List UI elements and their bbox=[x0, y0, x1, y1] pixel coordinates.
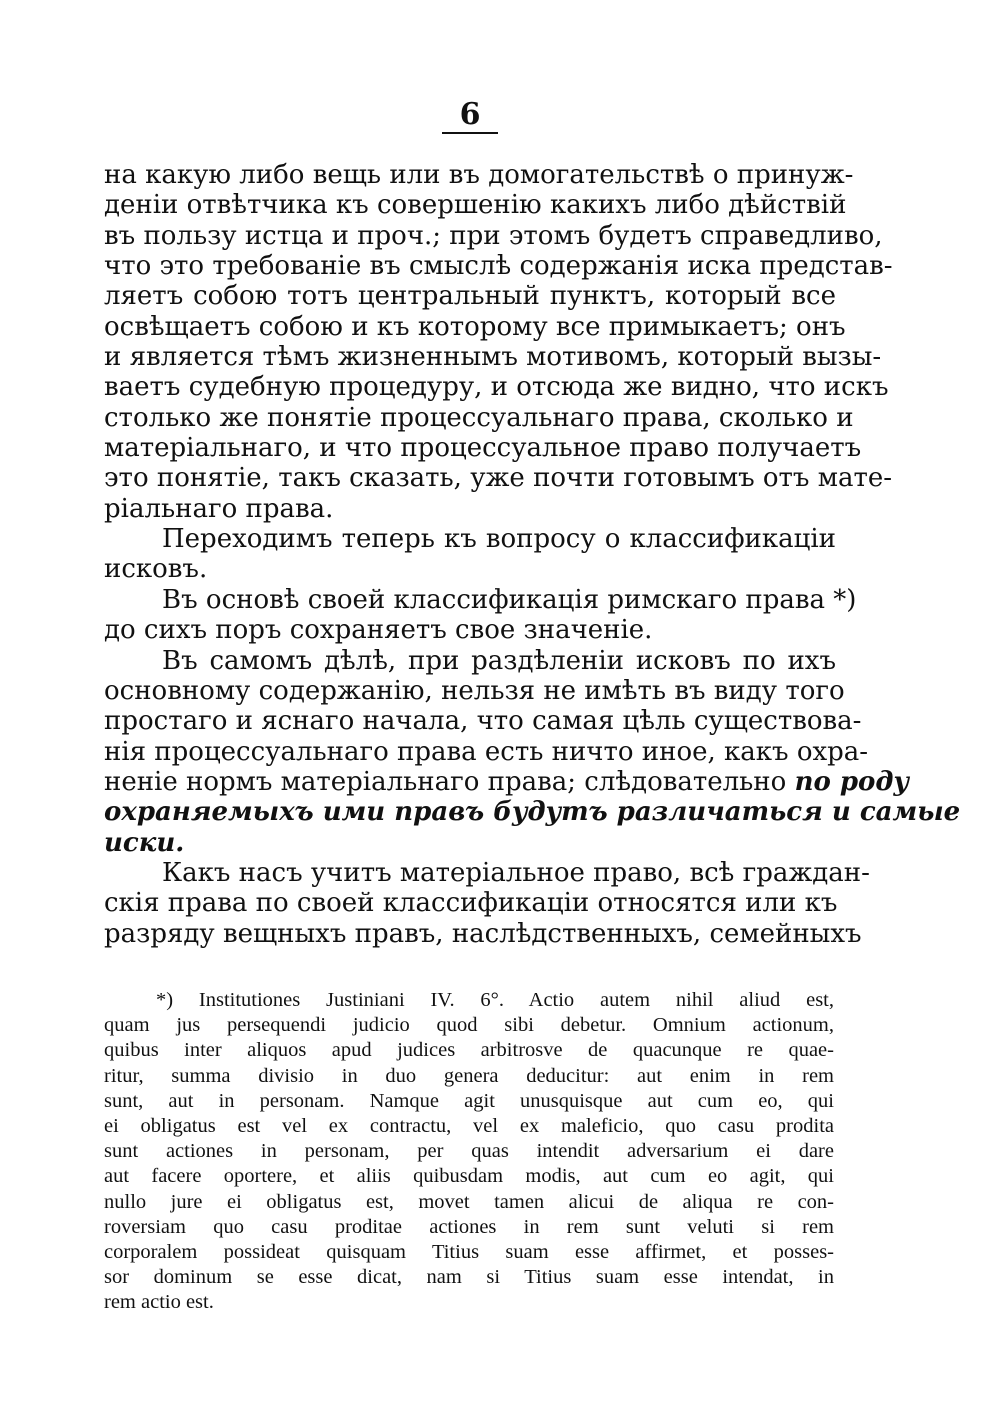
footnote-line: corporalem possideat quisquam Titius suam esse affirmet, et posses- bbox=[104, 1240, 834, 1263]
text-line: что это требованіе въ смыслѣ содержанія иска представ- bbox=[104, 251, 893, 282]
footnote bbox=[104, 988, 834, 1315]
paragraph-start: Какъ насъ учитъ матеріальное право, всѣ граждан- bbox=[162, 857, 870, 888]
text-line: и является тѣмъ жизненнымъ мотивомъ, который вызы- bbox=[104, 342, 882, 373]
page-number-rule bbox=[442, 132, 498, 134]
text-line: столько же понятіе процессуальнаго права, сколько и bbox=[104, 402, 854, 433]
text-line: деніи отвѣтчика къ совершенію какихъ либо дѣйствій bbox=[104, 190, 847, 221]
footnote-line: sunt actiones in personam, per quas intendit adversarium ei dare bbox=[104, 1140, 834, 1163]
text-line: скія права по своей классификаціи относятся или къ bbox=[104, 888, 838, 919]
text-line: освѣщаетъ собою и къ которому все примыкаетъ; онъ bbox=[104, 311, 846, 342]
footnote-line: ritur, summa divisio in duo genera deducitur: aut enim in rem bbox=[104, 1064, 834, 1087]
footnote-line: sunt, aut in personam. Namque agit unusquisque aut cum eo, qui bbox=[104, 1089, 834, 1112]
text-line: разряду вещныхъ правъ, наслѣдственныхъ, семейныхъ bbox=[104, 918, 862, 949]
emphasized-line: иски. bbox=[104, 827, 185, 858]
paragraph-start: Въ самомъ дѣлѣ, при раздѣленіи исковъ по ихъ bbox=[162, 645, 836, 676]
text-line: ріальнаго права. bbox=[104, 493, 334, 524]
text-line: основному содержанію, нельзя не имѣть въ виду того bbox=[104, 675, 845, 706]
footnote-line: roversiam quo casu proditae actiones in rem sunt veluti si rem bbox=[104, 1215, 834, 1238]
footnote-line: ei obligatus est vel ex contractu, vel ex maleficio, quo casu prodita bbox=[104, 1114, 834, 1137]
text-line: ваетъ судебную процедуру, и отсюда же видно, что искъ bbox=[104, 372, 889, 403]
text-line-mixed bbox=[104, 766, 910, 797]
main-text bbox=[104, 160, 961, 949]
text-line: ляетъ собою тотъ центральный пунктъ, который все bbox=[104, 281, 836, 312]
emphasized-text: по роду bbox=[794, 766, 910, 797]
text-line: нія процессуальнаго права есть ничто иное, какъ охра- bbox=[104, 736, 869, 767]
text-line: это понятіе, такъ сказать, уже почти готовымъ отъ мате- bbox=[104, 463, 893, 494]
text-line: до сихъ поръ сохраняетъ свое значеніе. bbox=[104, 615, 653, 646]
paragraph-start: Переходимъ теперь къ вопросу о классификаціи bbox=[162, 524, 836, 555]
text-line: на какую либо вещь или въ домогательствѣ о принуж- bbox=[104, 160, 854, 190]
footnote-line: rem actio est. bbox=[104, 1291, 214, 1314]
text-segment: неніе нормъ матеріальнаго права; слѣдовательно bbox=[104, 766, 787, 797]
footnote-line: nullo jure ei obligatus est, movet tamen alicui de aliqua re con- bbox=[104, 1190, 834, 1213]
text-line: простаго и яснаго начала, что самая цѣль существова- bbox=[104, 706, 862, 737]
paragraph-start: Въ основѣ своей классификація римскаго права *) bbox=[162, 584, 857, 615]
emphasized-line: охраняемыхъ ими правъ будутъ различаться и самые bbox=[104, 797, 961, 828]
footnote-line: quibus inter aliquos apud judices arbitrosve de quacunque re quae- bbox=[104, 1039, 834, 1062]
footnote-line: aut facere oportere, et aliis quibusdam modis, aut cum eo agit, qui bbox=[104, 1165, 834, 1188]
text-line: исковъ. bbox=[104, 554, 208, 585]
text-line: въ пользу истца и проч.; при этомъ будетъ справедливо, bbox=[104, 220, 883, 251]
page-number: 6 bbox=[459, 97, 481, 132]
footnote-line: sor dominum se esse dicat, nam si Titius suam esse intendat, in bbox=[104, 1266, 834, 1289]
footnote-line: quam jus persequendi judicio quod sibi debetur. Omnium actionum, bbox=[104, 1014, 834, 1037]
text-line: матеріальнаго, и что процессуальное право получаетъ bbox=[104, 433, 862, 464]
footnote-line: *) Institutiones Justiniani IV. 6°. Actio autem nihil aliud est, bbox=[156, 989, 834, 1011]
